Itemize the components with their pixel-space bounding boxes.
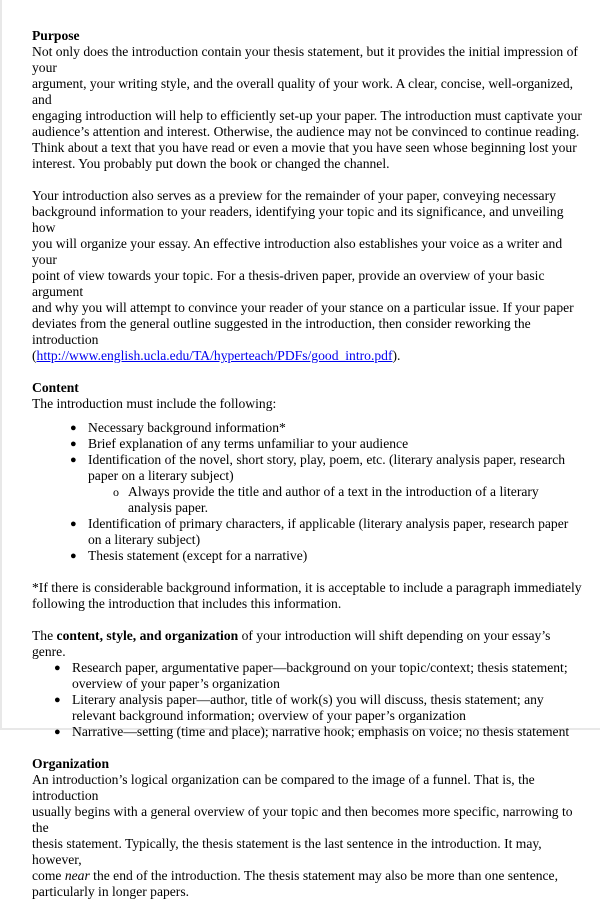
text-line: Your introduction also serves as a preview for the remainder of your paper, conveying necessary <box>32 188 556 203</box>
text-line: audience’s attention and interest. Otherwise, the audience may not be convinced to continue reading. <box>32 124 580 139</box>
link-line: (http://www.english.ucla.edu/TA/hyperteach/PDFs/good_intro.pdf). <box>32 348 401 363</box>
text-line: point of view towards your topic. For a thesis-driven paper, provide an overview of your basic argument <box>32 268 545 299</box>
bullet-icon: ● <box>70 454 77 466</box>
source-link[interactable]: http://www.english.ucla.edu/TA/hyperteach/PDFs/good_intro.pdf <box>36 348 393 363</box>
bullet-icon: ● <box>70 518 77 530</box>
purpose-paragraph <box>32 44 584 172</box>
sub-list-item: o Always provide the title and author of a text in the introduction of a literary analysis paper. <box>113 484 539 515</box>
footnote-paragraph <box>32 580 584 612</box>
list-item: ● Literary analysis paper—author, title of work(s) you will discuss, thesis statement; any relevant background information; overview of your paper’s organization <box>54 692 544 723</box>
text-line: usually begins with a general overview of your topic and then becomes more specific, narrowing to the <box>32 804 573 835</box>
organization-paragraph <box>32 772 584 900</box>
text-line: argument, your writing style, and the overall quality of your work. A clear, concise, well-organized, and <box>32 76 574 107</box>
organization-heading: Organization <box>32 756 110 771</box>
text-line: engaging introduction will help to efficiently set-up your paper. The introduction must captivate your <box>32 108 582 123</box>
list-item: ● Identification of the novel, short story, play, poem, etc. (literary analysis paper, research paper on a literary subject) o Always provide the title and author of a text in the introduction of a literary analysis paper. <box>88 452 584 516</box>
text-line: background information to your readers, identifying your topic and its significance, and unveiling how <box>32 204 564 235</box>
text-line: following the introduction that includes this information. <box>32 596 342 611</box>
text-line: and why you will attempt to convince your reader of your stance on a particular issue. If your paper <box>32 300 574 315</box>
list-item: ● Brief explanation of any terms unfamiliar to your audience <box>70 436 409 451</box>
bullet-icon: ● <box>54 662 61 674</box>
text-line: thesis statement. Typically, the thesis statement is the last sentence in the introduction. It may, however, <box>32 836 542 867</box>
genre-intro: The content, style, and organization of your introduction will shift depending on your essay’s genre. <box>32 628 551 659</box>
bullet-icon: ● <box>70 438 77 450</box>
document-body <box>32 28 584 900</box>
text-line: An introduction’s logical organization can be compared to the image of a funnel. That is, the introduction <box>32 772 535 803</box>
content-heading: Content <box>32 380 79 395</box>
bullet-icon: ● <box>70 422 77 434</box>
text-line: particularly in longer papers. <box>32 884 190 899</box>
text-line: Not only does the introduction contain your thesis statement, but it provides the initial impression of your <box>32 44 578 75</box>
bullet-icon: ● <box>54 726 61 738</box>
hollow-bullet-icon: o <box>113 485 119 499</box>
text-line: you will organize your essay. An effective introduction also establishes your voice as a writer and your <box>32 236 563 267</box>
text-line: come near the end of the introduction. The thesis statement may also be more than one sentence, <box>32 868 558 883</box>
bullet-icon: ● <box>54 694 61 706</box>
list-item: ● Necessary background information* <box>70 420 286 435</box>
list-item: ● Identification of primary characters, if applicable (literary analysis paper, research paper on a literary subject) <box>70 516 569 547</box>
genre-list <box>54 660 584 740</box>
page-edge <box>0 0 2 730</box>
requirements-list <box>70 420 584 564</box>
list-item: ● Thesis statement (except for a narrative) <box>70 548 308 563</box>
content-intro: The introduction must include the following: <box>32 396 277 411</box>
purpose-heading: Purpose <box>32 28 80 43</box>
text-line: Think about a text that you have read or even a movie that you have seen whose beginning lost your <box>32 140 577 155</box>
list-item: ● Research paper, argumentative paper—background on your topic/context; thesis statement; overview of your paper’s organization <box>54 660 568 691</box>
preview-paragraph <box>32 188 584 364</box>
list-item: ● Narrative—setting (time and place); narrative hook; emphasis on voice; no thesis statement <box>54 724 570 739</box>
text-line: *If there is considerable background information, it is acceptable to include a paragraph immediately <box>32 580 582 595</box>
text-line: deviates from the general outline suggested in the introduction, then consider reworking the introduction <box>32 316 531 347</box>
bullet-icon: ● <box>70 550 77 562</box>
text-line: interest. You probably put down the book or changed the channel. <box>32 156 390 171</box>
